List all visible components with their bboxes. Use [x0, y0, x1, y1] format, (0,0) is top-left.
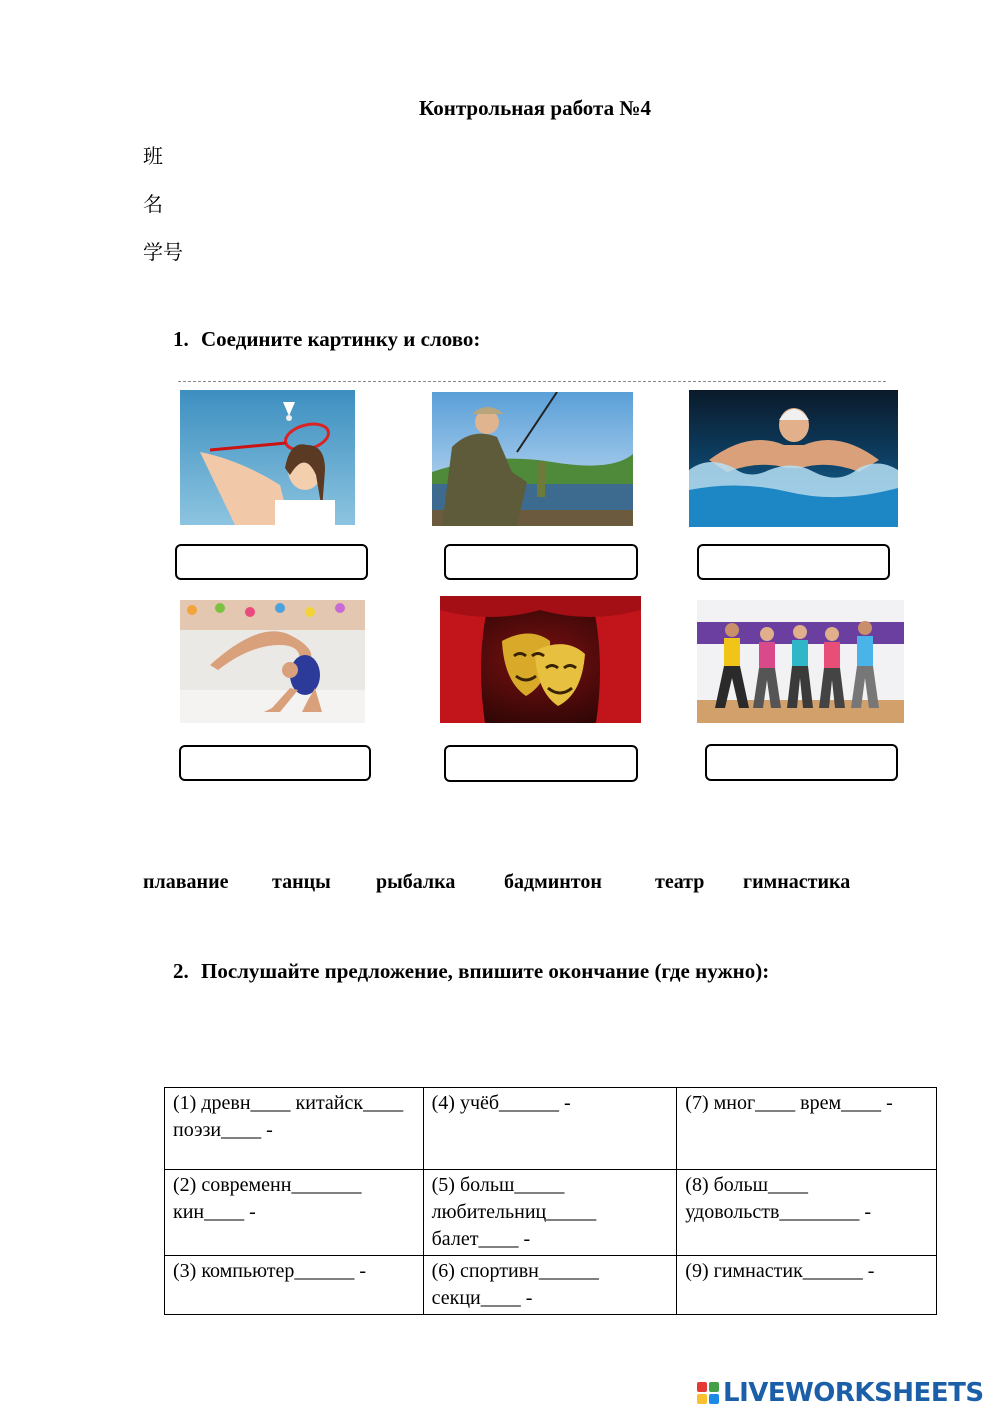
page-title: Контрольная работа №4 [419, 96, 651, 120]
exercise-cell-5[interactable]: (5) больш_____ любительниц_____ балет____ - [423, 1170, 677, 1256]
exercise-cell-9[interactable]: (9) гимнастик______ - [677, 1256, 937, 1315]
logo-text: LIVEWORKSHEETS [723, 1378, 984, 1408]
logo-square-red [697, 1382, 707, 1392]
answer-box-4[interactable] [179, 745, 371, 781]
exercise-cell-8[interactable]: (8) больш____ удовольств________ - [677, 1170, 937, 1256]
task2-heading [173, 959, 769, 984]
task1-number: 1. [173, 327, 189, 351]
table-row [165, 1256, 937, 1315]
fishing-photo-icon [432, 392, 633, 526]
task2-number: 2. [173, 959, 189, 983]
exercise-cell-6[interactable]: (6) спортивн______ секци____ - [423, 1256, 677, 1315]
logo-square-yellow [697, 1394, 707, 1404]
answer-box-6[interactable] [705, 744, 898, 781]
dancing-photo-icon [697, 600, 904, 723]
logo-square-green [709, 1382, 719, 1392]
exercise-cell-1[interactable]: (1) древн____ китайск____ поэзи____ - [165, 1088, 424, 1170]
task1-heading [173, 327, 480, 352]
word-teatr[interactable]: театр [655, 871, 705, 893]
swimming-photo-icon [689, 390, 898, 527]
badminton-photo-icon [180, 390, 355, 525]
name-label: 名 [143, 192, 163, 216]
class-label: 班 [143, 144, 163, 168]
gymnastics-photo-icon [180, 600, 365, 723]
word-plavanie[interactable]: плавание [143, 871, 229, 893]
logo-mark-icon [697, 1382, 719, 1404]
table-row [165, 1170, 937, 1256]
exercise-cell-3[interactable]: (3) компьютер______ - [165, 1256, 424, 1315]
student-id-label: 学号 [143, 240, 183, 264]
answer-box-1[interactable] [175, 544, 368, 580]
theatre-masks-photo-icon [440, 596, 641, 723]
exercise-cell-4[interactable]: (4) учёб______ - [423, 1088, 677, 1170]
word-gimnastika[interactable]: гимнастика [743, 871, 851, 893]
word-tantsy[interactable]: танцы [272, 871, 331, 893]
exercise-cell-2[interactable]: (2) современн_______ кин____ - [165, 1170, 424, 1256]
word-badminton[interactable]: бадминтон [504, 871, 602, 893]
table-row [165, 1088, 937, 1170]
answer-box-3[interactable] [697, 544, 890, 580]
answer-box-5[interactable] [444, 745, 638, 782]
answer-box-2[interactable] [444, 544, 638, 580]
logo-square-blue [709, 1394, 719, 1404]
task1-text: Соедините картинку и слово: [201, 327, 481, 351]
exercise-table [164, 1087, 937, 1315]
task2-text: Послушайте предложение, впишите окончание (где нужно): [201, 959, 770, 983]
exercise-cell-7[interactable]: (7) мног____ врем____ - [677, 1088, 937, 1170]
liveworksheets-logo [697, 1378, 984, 1408]
dotted-divider [178, 381, 886, 382]
word-rybalka[interactable]: рыбалка [376, 871, 456, 893]
